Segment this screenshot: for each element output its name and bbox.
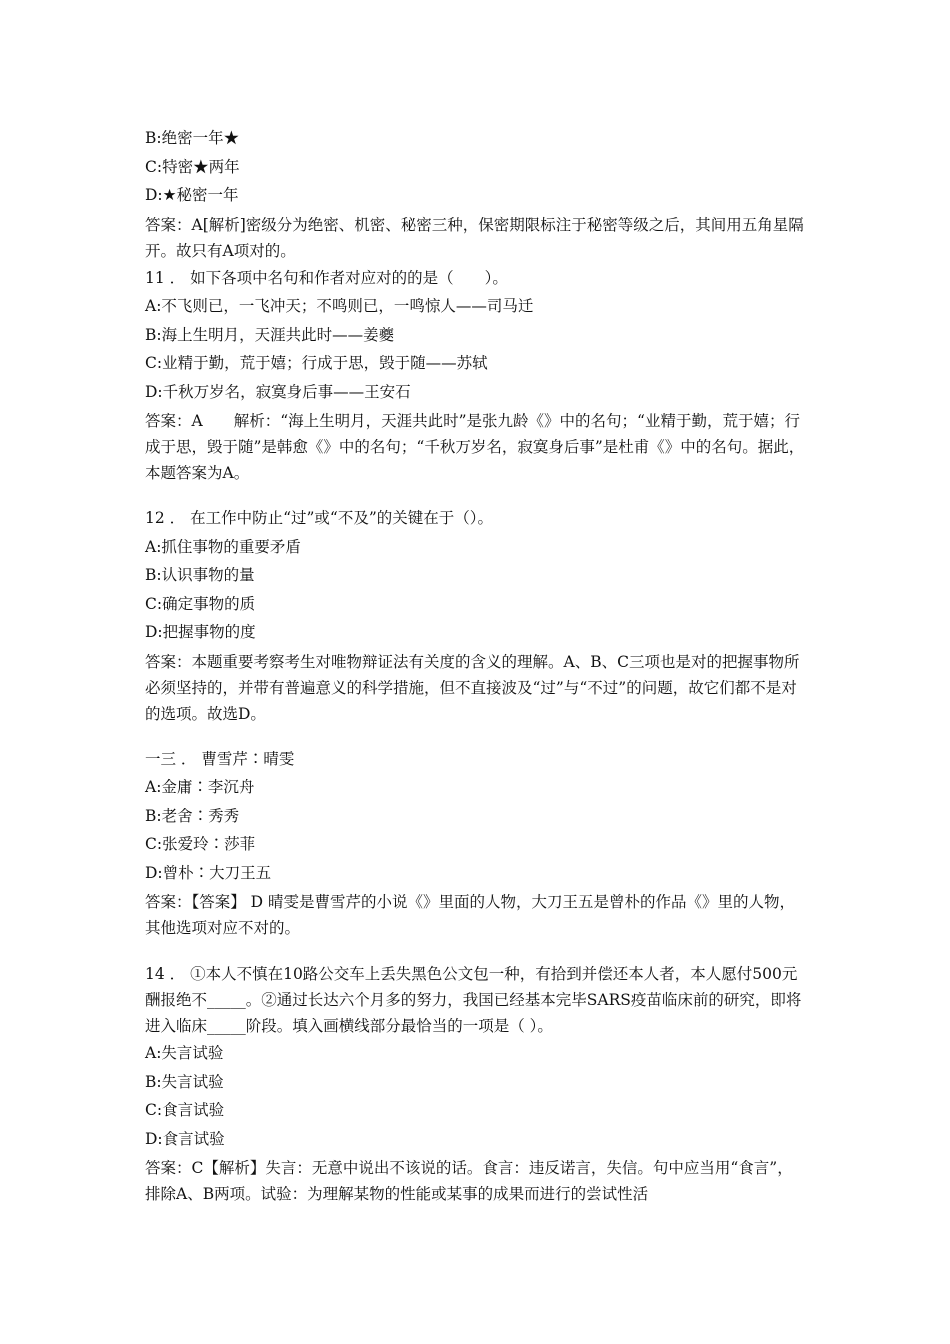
answer-text: 答案：A[解析]密级分为绝密、机密、秘密三种，保密期限标注于秘密等级之后，其间用五角星隔开。故只有A项对的。	[145, 215, 804, 260]
option-c: C:张爱玲∶莎菲	[145, 835, 256, 853]
spacer	[145, 727, 805, 745]
option-c: C:食言试验	[145, 1101, 225, 1119]
option-b: B:认识事物的量	[145, 566, 255, 584]
spacer	[145, 941, 805, 959]
option-d: D:食言试验	[145, 1129, 225, 1148]
option-a: A:失言试验	[145, 1044, 224, 1062]
option-a: A:抓住事物的重要矛盾	[145, 537, 301, 556]
question-stem: 11 ． 如下各项中名句和作者对应对的的是（ ）。	[145, 268, 508, 287]
option-b: B:绝密一年★	[145, 129, 240, 147]
option-c: C:特密★两年	[145, 157, 240, 176]
answer-text: 答案：【答案】 D 晴雯是曹雪芹的小说《》里面的人物，大刀王五是曾朴的作品《》里的人物，其他选项对应不对的。	[145, 893, 796, 937]
option-c: C:确定事物的质	[145, 594, 256, 613]
spacer	[145, 486, 805, 504]
document-page	[145, 124, 805, 1207]
answer-text: 答案：本题重要考察考生对唯物辩证法有关度的含义的理解。A、B、C三项也是对的把握事物所必须坚持的，并带有普遍意义的科学措施，但不直接波及“过”与“不过”的问题，故它们都不是对的选项。故选D。	[145, 652, 800, 723]
question-stem: 12 ． 在工作中防止“过”或“不及”的关键在于（）。	[145, 509, 494, 527]
question-stem: 一三 ． 曹雪芹∶晴雯	[145, 749, 295, 768]
option-b: B:老舍∶秀秀	[145, 806, 240, 825]
answer-text: 答案：A 解析：“海上生明月，天涯共此时”是张九龄《》中的名句；“业精于勤，荒于嬉；行成于思，毁于随”是韩愈《》中的名句；“千秋万岁名，寂寞身后事”是杜甫《》中的名句。据此，本题答案为A。	[145, 412, 805, 482]
option-a: A:金庸∶李沉舟	[145, 778, 255, 796]
option-b: B:海上生明月，天涯共此时——姜夔	[145, 325, 395, 344]
option-b: B:失言试验	[145, 1072, 224, 1091]
question-stem: 14 ． ①本人不慎在10路公交车上丢失黑色公文包一种，有拾到并偿还本人者，本人愿付500元酬报绝不_____。②通过长达六个月多的努力，我国已经基本完毕SARS疫苗临床前的研究，即将进入临床_____阶段。填入画横线部分最恰当的一项是（ ）。	[145, 965, 802, 1035]
option-d: D:★秘密一年	[145, 186, 239, 204]
option-d: D:把握事物的度	[145, 623, 256, 641]
option-d: D:曾朴∶大刀王五	[145, 863, 272, 882]
option-c: C:业精于勤，荒于嬉；行成于思，毁于随——苏轼	[145, 354, 488, 372]
answer-text: 答案：C【解析】失言：无意中说出不该说的话。食言：违反诺言，失信。句中应当用“食言”，排除A、B两项。试验：为理解某物的性能或某事的成果而进行的尝试性活	[145, 1159, 793, 1203]
option-a: A:不飞则已，一飞冲天；不鸣则已，一鸣惊人——司马迁	[145, 297, 534, 315]
option-d: D:千秋万岁名，寂寞身后事——王安石	[145, 382, 411, 401]
